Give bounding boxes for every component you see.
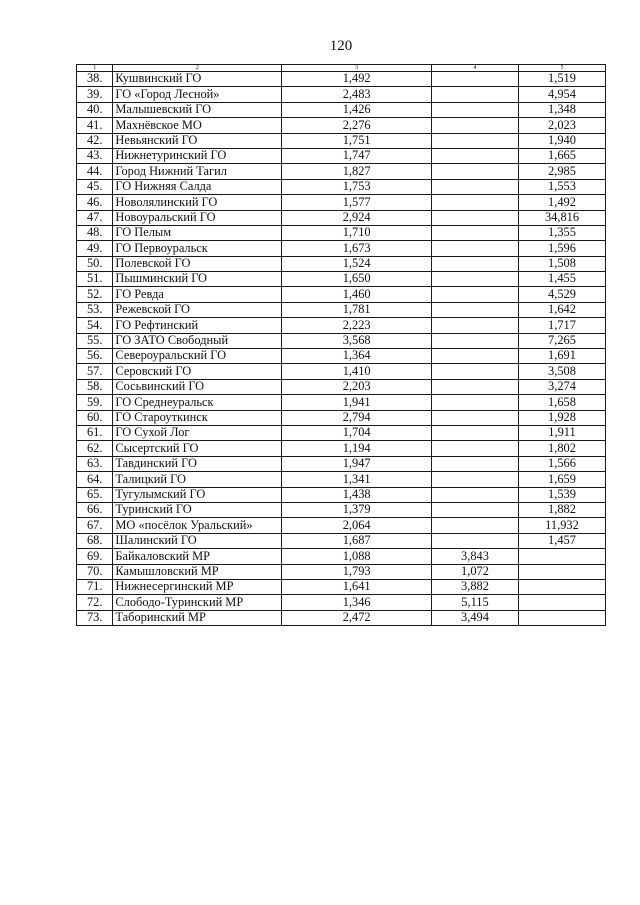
municipality-name: Режевской ГО (113, 302, 282, 317)
row-number: 42. (77, 133, 113, 148)
row-number: 44. (77, 164, 113, 179)
column-3-value: 1,687 (282, 533, 432, 548)
column-5-value: 1,455 (518, 272, 605, 287)
row-number: 67. (77, 518, 113, 533)
row-number: 40. (77, 102, 113, 117)
column-4-value (432, 148, 519, 163)
page-number: 120 (329, 38, 353, 54)
table-row (77, 210, 606, 225)
row-number: 51. (77, 272, 113, 287)
column-4-value (432, 518, 519, 533)
municipality-name: Сысертский ГО (113, 441, 282, 456)
column-4-value (432, 410, 519, 425)
column-3-value: 1,341 (282, 472, 432, 487)
row-number: 46. (77, 195, 113, 210)
column-3-value: 1,379 (282, 502, 432, 517)
municipality-name: Тугулымский ГО (113, 487, 282, 502)
column-3-value: 1,947 (282, 456, 432, 471)
column-4-value (432, 333, 519, 348)
column-3-value: 2,276 (282, 118, 432, 133)
column-4-value (432, 133, 519, 148)
row-number: 52. (77, 287, 113, 302)
table-row (77, 410, 606, 425)
column-3-value: 1,524 (282, 256, 432, 271)
column-3-value: 1,650 (282, 272, 432, 287)
column-3-value: 1,704 (282, 425, 432, 440)
column-3-value: 1,751 (282, 133, 432, 148)
column-3-value: 1,346 (282, 595, 432, 610)
table-row (77, 518, 606, 533)
row-number: 56. (77, 349, 113, 364)
column-3-value: 1,827 (282, 164, 432, 179)
column-4-value (432, 241, 519, 256)
column-5-value: 1,596 (518, 241, 605, 256)
table-row (77, 256, 606, 271)
table-row (77, 179, 606, 194)
municipality-name: ГО Ревда (113, 287, 282, 302)
row-number: 43. (77, 148, 113, 163)
column-5-value: 1,348 (518, 102, 605, 117)
column-4-value (432, 487, 519, 502)
column-5-value: 1,882 (518, 502, 605, 517)
column-5-value: 1,911 (518, 425, 605, 440)
column-4-value (432, 318, 519, 333)
column-4-value: 3,882 (432, 579, 519, 594)
row-number: 59. (77, 395, 113, 410)
municipality-name: Талицкий ГО (113, 472, 282, 487)
municipality-name: Сосьвинский ГО (113, 379, 282, 394)
municipality-name: ГО Сухой Лог (113, 425, 282, 440)
column-3-value: 2,472 (282, 610, 432, 625)
municipality-name: Пышминский ГО (113, 272, 282, 287)
municipality-name: ГО Нижняя Салда (113, 179, 282, 194)
column-3-value: 3,568 (282, 333, 432, 348)
row-number: 50. (77, 256, 113, 271)
column-5-value: 1,691 (518, 349, 605, 364)
municipality-name: ГО ЗАТО Свободный (113, 333, 282, 348)
municipality-name: Новолялинский ГО (113, 195, 282, 210)
column-5-value: 1,659 (518, 472, 605, 487)
table-row (77, 595, 606, 610)
column-4-value (432, 472, 519, 487)
column-4-value (432, 441, 519, 456)
column-4-value (432, 195, 519, 210)
column-3-value: 1,088 (282, 549, 432, 564)
column-5-value: 1,539 (518, 487, 605, 502)
column-3-value: 1,577 (282, 195, 432, 210)
municipality-name: Тавдинский ГО (113, 456, 282, 471)
municipality-name: ГО Первоуральск (113, 241, 282, 256)
table-row (77, 302, 606, 317)
row-number: 55. (77, 333, 113, 348)
row-number: 66. (77, 502, 113, 517)
column-5-value (518, 610, 605, 625)
column-3-value: 1,753 (282, 179, 432, 194)
column-4-value (432, 210, 519, 225)
municipality-name: Нижнесергинский МР (113, 579, 282, 594)
column-5-value: 1,940 (518, 133, 605, 148)
table-row (77, 133, 606, 148)
column-4-value: 3,843 (432, 549, 519, 564)
column-5-value: 1,508 (518, 256, 605, 271)
municipality-name: Махнёвское МО (113, 118, 282, 133)
column-4-value (432, 118, 519, 133)
column-4-value (432, 425, 519, 440)
column-5-value: 1,355 (518, 225, 605, 240)
column-5-value (518, 595, 605, 610)
column-3-value: 1,438 (282, 487, 432, 502)
row-number: 65. (77, 487, 113, 502)
column-3-value: 1,673 (282, 241, 432, 256)
column-4-value (432, 533, 519, 548)
table-row (77, 579, 606, 594)
row-number: 64. (77, 472, 113, 487)
table-row (77, 364, 606, 379)
municipality-name: ГО Среднеуральск (113, 395, 282, 410)
municipality-name: Таборинский МР (113, 610, 282, 625)
row-number: 45. (77, 179, 113, 194)
column-3-value: 1,641 (282, 579, 432, 594)
row-number: 70. (77, 564, 113, 579)
row-number: 38. (77, 72, 113, 87)
column-number-5: 5 (518, 65, 605, 72)
column-5-value: 3,274 (518, 379, 605, 394)
table-row (77, 549, 606, 564)
column-5-value: 3,508 (518, 364, 605, 379)
column-3-value: 2,064 (282, 518, 432, 533)
table-row (77, 225, 606, 240)
municipality-name: Малышевский ГО (113, 102, 282, 117)
municipality-name: МО «посёлок Уральский» (113, 518, 282, 533)
column-5-value: 1,717 (518, 318, 605, 333)
column-3-value: 1,710 (282, 225, 432, 240)
row-number: 72. (77, 595, 113, 610)
table-row (77, 487, 606, 502)
column-4-value (432, 364, 519, 379)
row-number: 49. (77, 241, 113, 256)
table-row (77, 318, 606, 333)
column-5-value: 34,816 (518, 210, 605, 225)
column-4-value (432, 379, 519, 394)
municipality-name: Невьянский ГО (113, 133, 282, 148)
row-number: 39. (77, 87, 113, 102)
row-number: 60. (77, 410, 113, 425)
column-5-value: 1,802 (518, 441, 605, 456)
row-number: 62. (77, 441, 113, 456)
column-4-value (432, 302, 519, 317)
column-3-value: 1,426 (282, 102, 432, 117)
municipality-name: Слободо-Туринский МР (113, 595, 282, 610)
column-4-value (432, 287, 519, 302)
table-row (77, 241, 606, 256)
municipality-name: Байкаловский МР (113, 549, 282, 564)
municipality-name: ГО Рефтинский (113, 318, 282, 333)
column-number-1: 1 (77, 65, 113, 72)
column-number-4: 4 (432, 65, 519, 72)
table-row (77, 502, 606, 517)
table-row (77, 610, 606, 625)
column-5-value: 1,665 (518, 148, 605, 163)
column-4-value: 1,072 (432, 564, 519, 579)
column-4-value (432, 87, 519, 102)
municipality-name: Новоуральский ГО (113, 210, 282, 225)
column-5-value: 1,492 (518, 195, 605, 210)
column-4-value (432, 256, 519, 271)
column-4-value (432, 72, 519, 87)
column-3-value: 1,410 (282, 364, 432, 379)
column-5-value (518, 549, 605, 564)
column-3-value: 2,483 (282, 87, 432, 102)
row-number: 57. (77, 364, 113, 379)
row-number: 68. (77, 533, 113, 548)
municipality-name: Туринский ГО (113, 502, 282, 517)
column-4-value: 3,494 (432, 610, 519, 625)
column-3-value: 2,924 (282, 210, 432, 225)
column-5-value: 1,928 (518, 410, 605, 425)
table-row (77, 379, 606, 394)
row-number: 61. (77, 425, 113, 440)
row-number: 47. (77, 210, 113, 225)
column-5-value: 1,457 (518, 533, 605, 548)
row-number: 71. (77, 579, 113, 594)
column-4-value (432, 102, 519, 117)
column-4-value (432, 225, 519, 240)
table-row (77, 87, 606, 102)
municipality-name: ГО Пелым (113, 225, 282, 240)
row-number: 53. (77, 302, 113, 317)
table-row (77, 456, 606, 471)
row-number: 69. (77, 549, 113, 564)
column-number-2: 2 (113, 65, 282, 72)
table-row (77, 287, 606, 302)
row-number: 48. (77, 225, 113, 240)
column-3-value: 1,781 (282, 302, 432, 317)
column-3-value: 2,203 (282, 379, 432, 394)
table-row (77, 395, 606, 410)
column-3-value: 1,941 (282, 395, 432, 410)
table-row (77, 164, 606, 179)
column-3-value: 1,747 (282, 148, 432, 163)
column-3-value: 1,364 (282, 349, 432, 364)
table-row (77, 533, 606, 548)
column-3-value: 1,460 (282, 287, 432, 302)
table-row (77, 441, 606, 456)
column-5-value: 1,642 (518, 302, 605, 317)
column-5-value (518, 579, 605, 594)
municipality-name: Полевской ГО (113, 256, 282, 271)
column-5-value: 1,519 (518, 72, 605, 87)
column-3-value: 1,793 (282, 564, 432, 579)
column-4-value (432, 349, 519, 364)
column-5-value: 2,985 (518, 164, 605, 179)
municipality-name: Город Нижний Тагил (113, 164, 282, 179)
table-row (77, 72, 606, 87)
column-3-value: 1,194 (282, 441, 432, 456)
column-4-value (432, 502, 519, 517)
municipality-name: ГО Староуткинск (113, 410, 282, 425)
row-number: 73. (77, 610, 113, 625)
table-row (77, 195, 606, 210)
table-row (77, 272, 606, 287)
column-5-value: 7,265 (518, 333, 605, 348)
row-number: 54. (77, 318, 113, 333)
column-4-value (432, 395, 519, 410)
row-number: 63. (77, 456, 113, 471)
municipality-name: Кушвинский ГО (113, 72, 282, 87)
municipality-name: ГО «Город Лесной» (113, 87, 282, 102)
column-3-value: 2,794 (282, 410, 432, 425)
column-4-value (432, 179, 519, 194)
column-4-value (432, 272, 519, 287)
column-5-value (518, 564, 605, 579)
row-number: 41. (77, 118, 113, 133)
row-number: 58. (77, 379, 113, 394)
table-row (77, 333, 606, 348)
column-4-value (432, 456, 519, 471)
column-5-value: 11,932 (518, 518, 605, 533)
table-row (77, 425, 606, 440)
column-5-value: 4,529 (518, 287, 605, 302)
table-row (77, 349, 606, 364)
municipality-name: Североуральский ГО (113, 349, 282, 364)
municipality-name: Серовский ГО (113, 364, 282, 379)
municipality-name: Шалинский ГО (113, 533, 282, 548)
column-number-3: 3 (282, 65, 432, 72)
column-5-value: 1,658 (518, 395, 605, 410)
table-row (77, 472, 606, 487)
column-5-value: 1,566 (518, 456, 605, 471)
data-table (76, 64, 606, 626)
table-row (77, 102, 606, 117)
column-5-value: 1,553 (518, 179, 605, 194)
municipality-name: Нижнетуринский ГО (113, 148, 282, 163)
column-4-value (432, 164, 519, 179)
column-3-value: 1,492 (282, 72, 432, 87)
column-3-value: 2,223 (282, 318, 432, 333)
column-4-value: 5,115 (432, 595, 519, 610)
column-5-value: 4,954 (518, 87, 605, 102)
table-body (77, 72, 606, 626)
table-row (77, 148, 606, 163)
column-number-row (77, 65, 606, 72)
table-row (77, 564, 606, 579)
table-row (77, 118, 606, 133)
column-5-value: 2,023 (518, 118, 605, 133)
municipality-name: Камышловский МР (113, 564, 282, 579)
